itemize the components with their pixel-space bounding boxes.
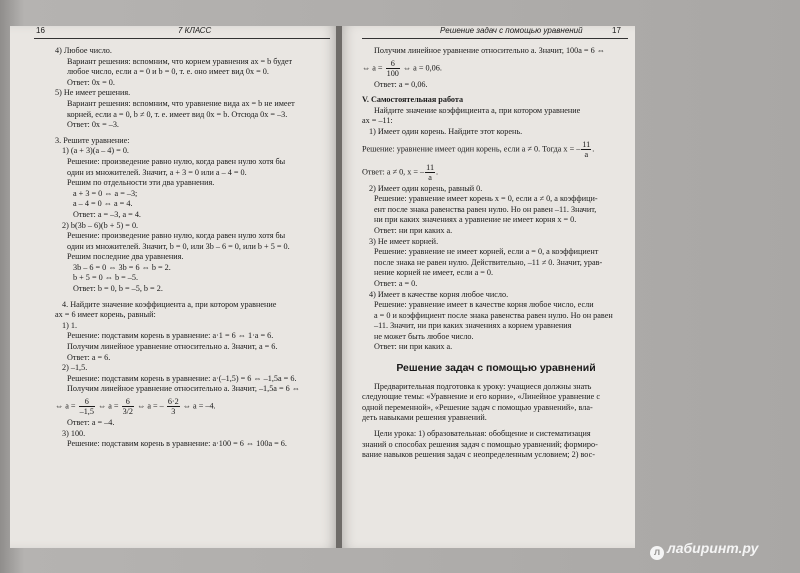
text-line: 4) Любое число. xyxy=(55,46,112,55)
fraction xyxy=(167,397,180,416)
text-line: Получим линейное уравнение относительно a. Значит, 100a = 6 ⇔ xyxy=(374,46,605,55)
formula-line xyxy=(362,161,630,184)
text-line: после знака не равен нулю. Действительно, –11 ≠ 0. Значит, урав- xyxy=(374,257,603,267)
text-line: Вариант решения: вспомним, что корнем уравнения ax = b будет xyxy=(67,56,293,66)
text-line: 1) Имеет один корень. Найдите этот корень. xyxy=(369,126,523,136)
text-line: одной переменной», «Решение задач с помощью уравнений», вла- xyxy=(362,402,593,412)
right-running-header: Решение задач с помощью уравнений xyxy=(440,26,583,35)
fraction-denominator: a xyxy=(584,149,589,159)
text-line: деть навыками решения уравнений. xyxy=(362,413,487,423)
text-line: a – 4 = 0 ⇔ a = 4. xyxy=(73,199,133,209)
text-line: Ответ: a = 0. xyxy=(374,278,418,288)
fraction-numerator: 6 xyxy=(122,397,134,407)
text-line: корней, если a = 0, b ≠ 0, т. е. имеет вид 0x = b. Отсюда 0x = –3. xyxy=(67,109,288,119)
text-line: –11. Значит, ни при каких значениях a корнем уравнения xyxy=(374,321,572,331)
book-spine xyxy=(336,26,342,548)
text-line: Ответ: ни при каких a. xyxy=(374,342,453,352)
fraction xyxy=(79,397,95,416)
left-page-text xyxy=(55,46,330,450)
text-line: a + 3 = 0 ⇔ a = –3; xyxy=(73,188,138,198)
text-line: Решение: уравнение имеет корень x = 0, если a ≠ 0, а коэффици- xyxy=(374,194,598,204)
text-line: Решим по отдельности эти два уравнения. xyxy=(67,178,215,188)
text-line: 5) Не имеет решения. xyxy=(55,88,131,98)
text-line: Решение: произведение равно нулю, когда равен нулю хотя бы xyxy=(67,156,286,166)
text-line: нение корней не имеет, если a = 0. xyxy=(374,268,494,278)
text-line: 4. Найдите значение коэффициента a, при котором уравнение xyxy=(62,299,277,309)
fraction-denominator: a xyxy=(428,172,432,182)
text-line: Найдите значение коэффициента a, при котором уравнение xyxy=(374,105,581,115)
text-line: любое число, если a = 0 и b = 0, т. е. оно имеет вид 0x = 0. xyxy=(67,67,269,77)
fraction-denominator: –1,5 xyxy=(79,407,94,416)
text-line: V. Самостоятельная работа xyxy=(362,95,464,105)
watermark-text: лабиринт.ру xyxy=(667,540,759,556)
text-line: не может быть любое число. xyxy=(374,331,474,341)
left-page-number: 16 xyxy=(36,26,45,35)
fraction-numerator: 6 xyxy=(79,397,95,407)
text-line: 2) –1,5. xyxy=(62,363,88,373)
fraction-numerator: 6·2 xyxy=(167,397,179,406)
text-line: Предварительная подготовка к уроку: учащиеся должны знать xyxy=(374,381,592,391)
left-running-header: 7 КЛАСС xyxy=(178,26,212,35)
formula-text: . xyxy=(592,143,595,153)
text-line: Ответ: 0x = 0. xyxy=(67,77,115,87)
formula-text: ⇔ a = 0,06. xyxy=(400,62,442,72)
formula-text: Ответ: a ≠ 0, x = – xyxy=(362,166,425,176)
text-line: вание навыков решения задач с неопределенным условием; 2) вос- xyxy=(362,450,595,460)
fraction-denominator: 3 xyxy=(171,407,176,416)
fraction-numerator: 6 xyxy=(386,59,400,69)
text-line: 3) Не имеет корней. xyxy=(369,236,439,246)
right-page-number: 17 xyxy=(612,26,621,35)
text-line: ax = –11: xyxy=(362,116,393,126)
text-line: ент после знака равенства равен нулю. Но он равен –11. Значит, xyxy=(374,204,597,214)
text-line: Решим последние два уравнения. xyxy=(67,252,184,262)
text-line: Решение: уравнение не имеет корней, если a = 0, а коэффициент xyxy=(374,247,599,257)
text-line: один из множителей. Значит, a + 3 = 0 или a – 4 = 0. xyxy=(67,167,247,177)
text-line: 4) Имеет в качестве корня любое число. xyxy=(369,289,509,299)
formula-text: . xyxy=(436,166,439,176)
formula-text: ⇔ a = – xyxy=(135,401,166,411)
formula-text: ⇔ a = xyxy=(362,62,385,72)
text-line: 3b – 6 = 0 ⇔ 3b = 6 ⇔ b = 2. xyxy=(73,262,171,272)
fraction xyxy=(386,59,400,78)
watermark xyxy=(650,540,758,560)
fraction xyxy=(581,140,591,159)
text-line: Ответ: 0x = –3. xyxy=(67,120,119,130)
text-line: Получим линейное уравнение относительно a. Значит, a = 6. xyxy=(67,342,278,352)
text-line: Ответ: a = 6. xyxy=(67,352,111,362)
formula-text: Решение: уравнение имеет один корень, если a ≠ 0. Тогда x = – xyxy=(362,143,581,153)
text-line: Решение: уравнение имеет в качестве корня любое число, если xyxy=(374,300,594,310)
formula-line xyxy=(362,57,630,80)
text-line: Решение: подставим корень в уравнение: a·1 = 6 ⇔ 1·a = 6. xyxy=(67,331,274,341)
text-line: 3. Решите уравнение: xyxy=(55,135,130,145)
text-line: Решение: произведение равно нулю, когда равен нулю хотя бы xyxy=(67,231,286,241)
text-line: Получим линейное уравнение относительно a. Значит, –1,5a = 6 ⇔ xyxy=(67,384,300,394)
text-line: Ответ: a = –4. xyxy=(67,418,115,427)
text-line: Решение: подставим корень в уравнение: a·100 = 6 ⇔ 100a = 6. xyxy=(67,439,287,449)
fraction-numerator: 11 xyxy=(426,162,435,172)
text-line: b + 5 = 0 ⇔ b = –5. xyxy=(73,273,139,283)
formula-line xyxy=(55,395,330,418)
text-line: Ответ: ни при каких a. xyxy=(374,225,453,235)
text-line: 1) 1. xyxy=(62,320,78,330)
text-line: a = 0 и коэффициент после знака равенства равен нулю. Но он равен xyxy=(374,310,613,320)
text-line: Решение: подставим корень в уравнение: a·(–1,5) = 6 ⇔ –1,5a = 6. xyxy=(67,373,297,383)
right-page-text xyxy=(362,46,630,461)
text-line: 3) 100. xyxy=(62,428,86,438)
text-line: один из множителей. Значит, b = 0, или 3b – 6 = 0, или b + 5 = 0. xyxy=(67,241,290,251)
text-line: 2) b(3b – 6)(b + 5) = 0. xyxy=(62,220,139,230)
text-line: 2) Имеет один корень, равный 0. xyxy=(369,183,483,193)
fraction xyxy=(122,397,134,416)
text-line: Ответ: a = –3, a = 4. xyxy=(73,209,141,219)
formula-line xyxy=(362,138,630,161)
watermark-logo-icon: л xyxy=(650,546,664,560)
text-line: Ответ: b = 0, b = –5, b = 2. xyxy=(73,284,163,294)
formula-text: ⇔ a = –4. xyxy=(180,401,216,411)
text-line: знаний о способах решения задач с помощью уравнений; формиро- xyxy=(362,439,598,449)
text-line: Цели урока: 1) образовательная: обобщение и систематизация xyxy=(374,429,591,439)
text-line: ни при каких значениях a уравнение не имеет корня x = 0. xyxy=(374,215,577,225)
formula-text: ⇔ a = xyxy=(95,401,121,411)
fraction xyxy=(425,163,435,182)
right-header-rule xyxy=(362,38,628,39)
text-line: Вариант решения: вспомним, что уравнение вида ax = b не имеет xyxy=(67,98,295,108)
text-line: Ответ: a = 0,06. xyxy=(374,79,428,89)
fraction-denominator: 3/2 xyxy=(122,407,134,416)
fraction-numerator: 11 xyxy=(582,139,591,149)
formula-text: ⇔ a = xyxy=(55,401,78,411)
text-line: ax = 6 имеет корень, равный: xyxy=(55,310,156,320)
fraction-denominator: 100 xyxy=(386,68,399,78)
section-heading: Решение задач с помощью уравнений xyxy=(396,362,596,375)
left-header-rule xyxy=(34,38,330,39)
text-line: 1) (a + 3)(a – 4) = 0. xyxy=(62,146,129,156)
text-line: следующие темы: «Уравнение и его корни», «Линейное уравнение с xyxy=(362,392,600,402)
